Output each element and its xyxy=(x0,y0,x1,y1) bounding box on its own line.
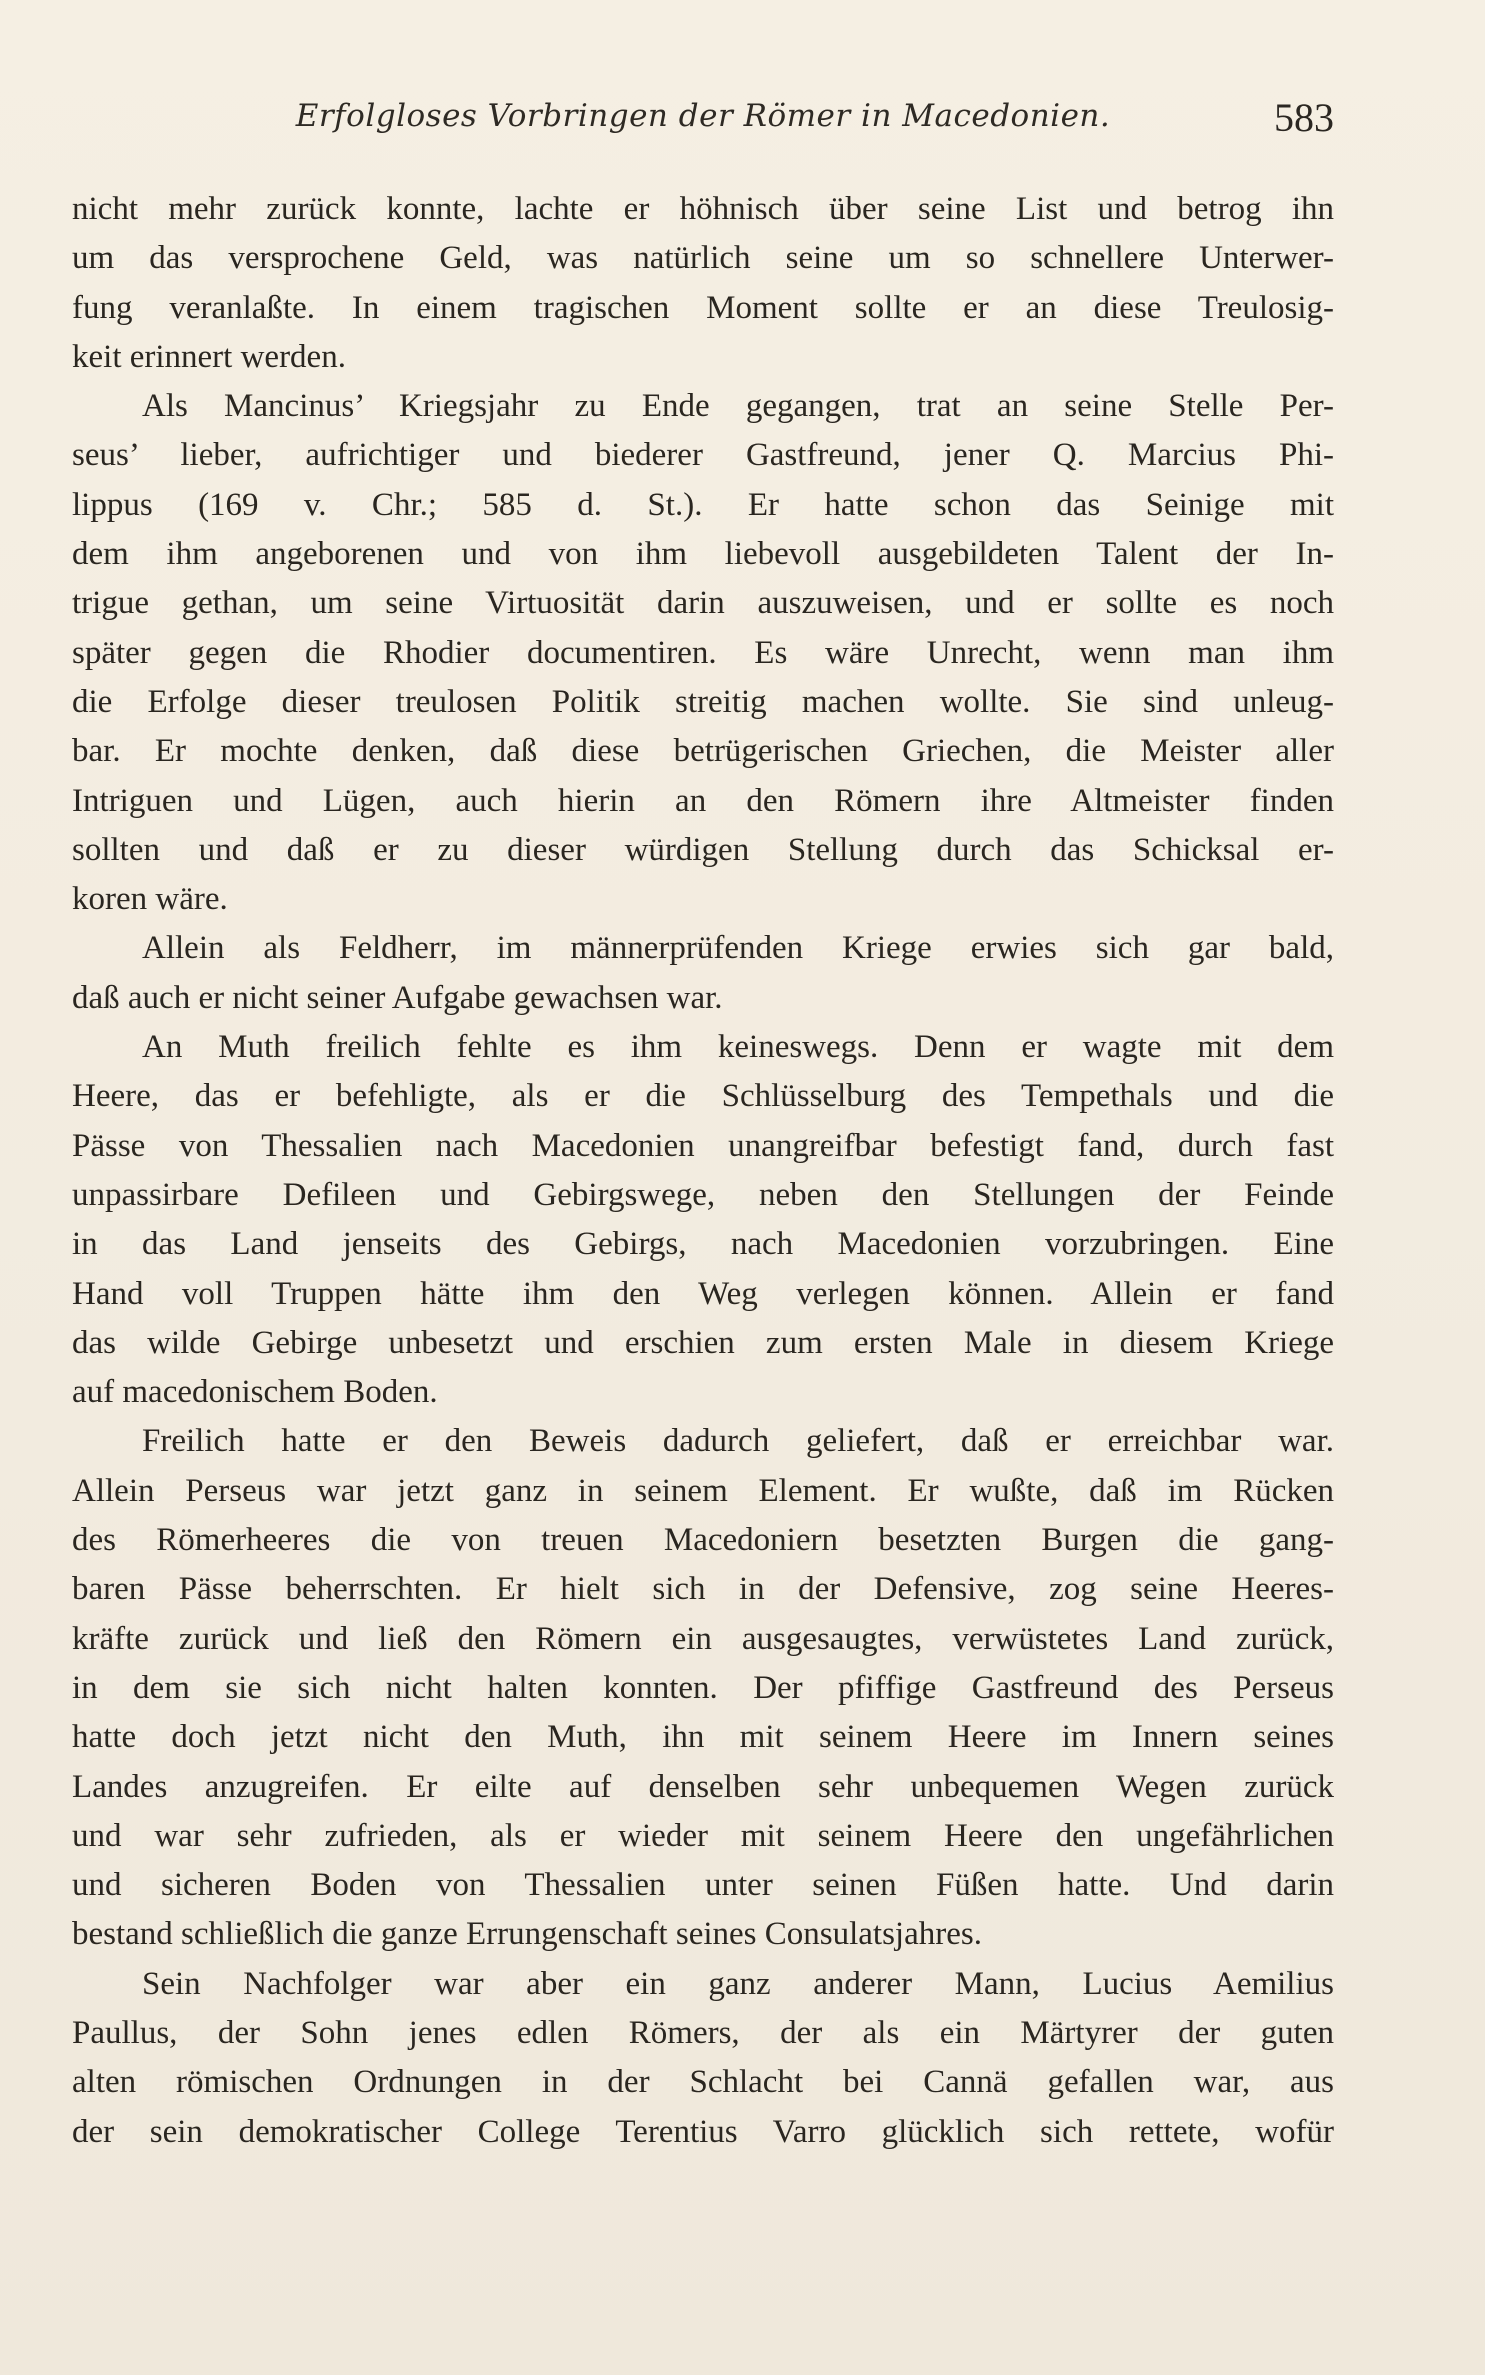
text-line: koren wäre. xyxy=(72,881,228,918)
text-line: baren Pässe beherrschten. Er hielt sich in der Defensive, zog seine Heeres- xyxy=(72,1571,1334,1608)
text-line: seus’ lieber, aufrichtiger und biederer Gastfreund, jener Q. Marcius Phi- xyxy=(72,437,1334,474)
text-line: Paullus, der Sohn jenes edlen Römers, der als ein Märtyrer der guten xyxy=(72,2014,1334,2051)
running-header xyxy=(72,95,1334,158)
text-line: in dem sie sich nicht halten konnten. Der pfiffige Gastfreund des Perseus xyxy=(72,1669,1334,1706)
text-line: um das versprochene Geld, was natürlich seine um so schnellere Unterwer- xyxy=(72,240,1334,277)
text-line: das wilde Gebirge unbesetzt und erschien zum ersten Male in diesem Kriege xyxy=(72,1324,1334,1361)
text-line: trigue gethan, um seine Virtuosität darin auszuweisen, und er sollte es noch xyxy=(72,585,1334,622)
running-title: Erfolgloses Vorbringen der Römer in Macedonien. xyxy=(295,98,1111,134)
text-line: alten römischen Ordnungen in der Schlacht bei Cannä gefallen war, aus xyxy=(72,2064,1334,2101)
text-line: keit erinnert werden. xyxy=(72,338,346,375)
page-number: 583 xyxy=(1274,95,1334,140)
text-line: Hand voll Truppen hätte ihm den Weg verlegen können. Allein er fand xyxy=(72,1275,1334,1312)
text-line: und sicheren Boden von Thessalien unter seinen Füßen hatte. Und darin xyxy=(72,1867,1334,1904)
text-line: lippus (169 v. Chr.; 585 d. St.). Er hatte schon das Seinige mit xyxy=(72,486,1334,523)
text-line: bestand schließlich die ganze Errungenschaft seines Consulatsjahres. xyxy=(72,1916,982,1953)
text-line: Intriguen und Lügen, auch hierin an den Römern ihre Altmeister finden xyxy=(72,782,1334,819)
text-line: Landes anzugreifen. Er eilte auf denselben sehr unbequemen Wegen zurück xyxy=(72,1768,1334,1805)
text-line: hatte doch jetzt nicht den Muth, ihn mit seinem Heere im Innern seines xyxy=(72,1719,1334,1756)
text-line: fung veranlaßte. In einem tragischen Moment sollte er an diese Treulosig- xyxy=(72,289,1334,326)
text-line: unpassirbare Defileen und Gebirgswege, neben den Stellungen der Feinde xyxy=(72,1176,1334,1213)
text-line: in das Land jenseits des Gebirgs, nach Macedonien vorzubringen. Eine xyxy=(72,1226,1334,1263)
text-line: später gegen die Rhodier documentiren. Es wäre Unrecht, wenn man ihm xyxy=(72,634,1334,671)
text-line: die Erfolge dieser treulosen Politik streitig machen wollte. Sie sind unleug- xyxy=(72,683,1334,720)
text-line: nicht mehr zurück konnte, lachte er höhnisch über seine List und betrog ihn xyxy=(72,191,1334,227)
text-line: dem ihm angeborenen und von ihm liebevoll ausgebildeten Talent der In- xyxy=(72,536,1334,573)
text-line: Allein als Feldherr, im männerprüfenden Kriege erwies sich gar bald, xyxy=(142,930,1334,967)
text-line: Allein Perseus war jetzt ganz in seinem Element. Er wußte, daß im Rücken xyxy=(72,1472,1334,1509)
text-line: An Muth freilich fehlte es ihm keineswegs. Denn er wagte mit dem xyxy=(142,1029,1334,1066)
body-text xyxy=(72,185,1334,2157)
text-line: und war sehr zufrieden, als er wieder mit seinem Heere den ungefährlichen xyxy=(72,1817,1334,1854)
text-line: des Römerheeres die von treuen Macedoniern besetzten Burgen die gang- xyxy=(72,1522,1334,1559)
text-line: bar. Er mochte denken, daß diese betrügerischen Griechen, die Meister aller xyxy=(72,733,1334,770)
text-line: kräfte zurück und ließ den Römern ein ausgesaugtes, verwüstetes Land zurück, xyxy=(72,1620,1334,1657)
text-line: der sein demokratischer College Terentius Varro glücklich sich rettete, wofür xyxy=(72,2113,1334,2150)
text-line: Freilich hatte er den Beweis dadurch geliefert, daß er erreichbar war. xyxy=(142,1423,1334,1460)
text-line: Pässe von Thessalien nach Macedonien unangreifbar befestigt fand, durch fast xyxy=(72,1127,1334,1164)
text-line: Als Mancinus’ Kriegsjahr zu Ende gegangen, trat an seine Stelle Per- xyxy=(142,388,1334,425)
text-line: Sein Nachfolger war aber ein ganz anderer Mann, Lucius Aemilius xyxy=(142,1965,1334,2002)
text-line: sollten und daß er zu dieser würdigen Stellung durch das Schicksal er- xyxy=(72,831,1334,868)
text-line: auf macedonischem Boden. xyxy=(72,1374,438,1411)
text-line: Heere, das er befehligte, als er die Schlüsselburg des Tempethals und die xyxy=(72,1078,1334,1115)
text-line: daß auch er nicht seiner Aufgabe gewachsen war. xyxy=(72,979,723,1016)
